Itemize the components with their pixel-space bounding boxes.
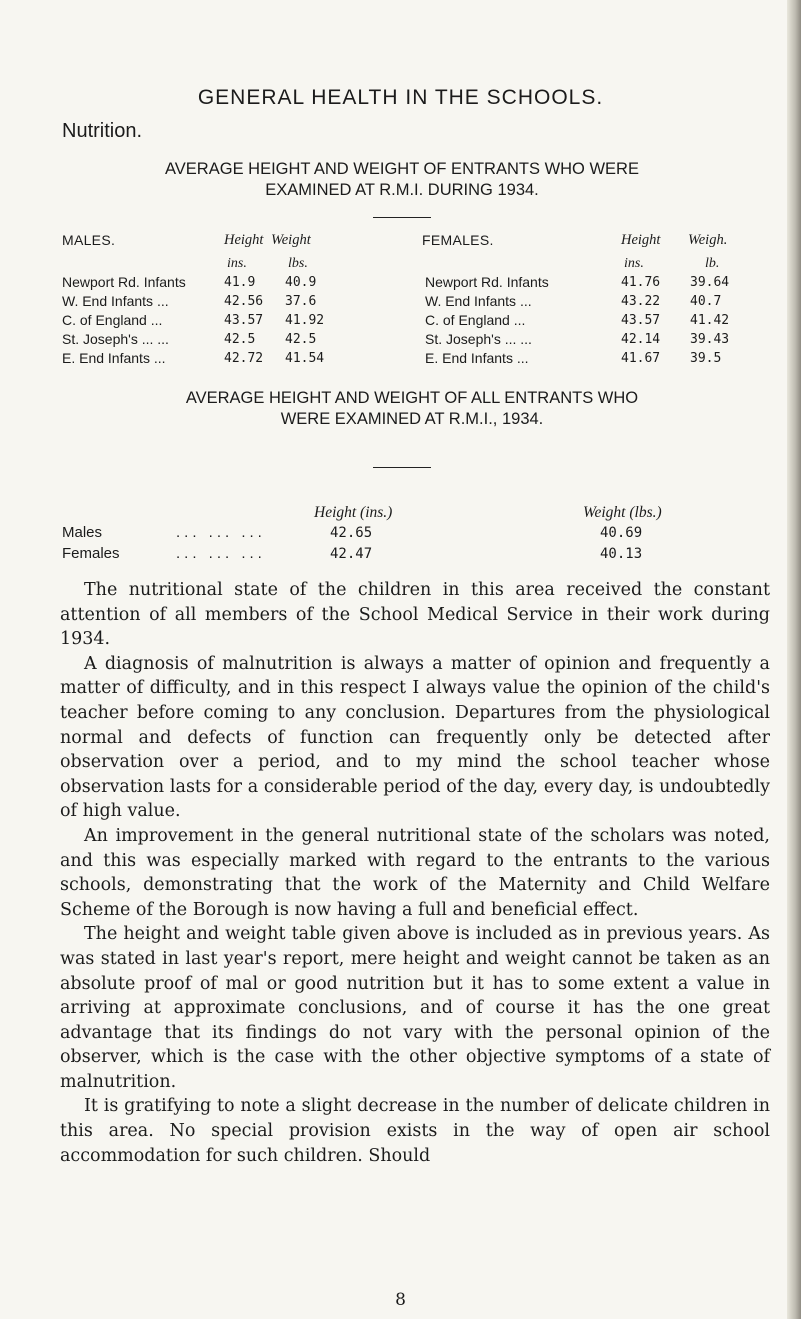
table-cell: 41.54	[285, 351, 325, 366]
table-cell: 42.65	[330, 525, 373, 541]
table-cell: 43.57	[224, 313, 264, 328]
page-title: GENERAL HEALTH IN THE SCHOOLS.	[197, 86, 604, 109]
table-cell: 42.14	[621, 332, 661, 347]
table-cell: 40.9	[285, 275, 317, 290]
table-row-label: St. Joseph's ... ...	[425, 331, 532, 347]
table1-heading-line1: AVERAGE HEIGHT AND WEIGHT OF ENTRANTS WHO WERE	[165, 160, 639, 178]
males-height-header: Height	[224, 232, 264, 248]
females-label: FEMALES.	[422, 232, 494, 248]
divider-rule	[373, 217, 431, 218]
males-height-unit: ins.	[227, 256, 247, 271]
table-row-label: St. Joseph's ... ...	[62, 331, 169, 347]
paragraph: The nutritional state of the children in this area received the constant attention of all members of the School Medical Service in their work during 1934.	[60, 580, 770, 650]
table-cell: 41.67	[621, 351, 661, 366]
table-row-label: Newport Rd. Infants	[62, 274, 186, 290]
divider-rule	[373, 467, 431, 468]
table-cell: 37.6	[285, 294, 317, 309]
table-cell: 39.64	[690, 275, 730, 290]
table-cell: 39.43	[690, 332, 730, 347]
table-cell: 41.42	[690, 313, 730, 328]
females-height-header: Height	[621, 232, 661, 248]
females-weight-header: Weigh.	[688, 232, 728, 248]
table-cell: 40.13	[600, 546, 643, 562]
table-row-label: Females	[62, 545, 120, 562]
females-weight-unit: lb.	[705, 256, 720, 271]
table-cell: 41.9	[224, 275, 256, 290]
paragraph: It is gratifying to note a slight decrease in the number of delicate children in this area. No special provision exists in the way of open air school accommodation for such children. Should	[60, 1096, 770, 1166]
table-row-label: W. End Infants ...	[62, 293, 169, 309]
table-cell: 42.56	[224, 294, 264, 309]
paragraph: The height and weight table given above is included as in previous years. As was stated in last year's report, mere height and weight cannot be taken as an absolute proof of mal or good nutrition but it has to some extent a value in arriving at approximate conclusions, and of course it has the one great advantage that its findings do not vary with the personal opinion of the observer, which is the case with the other objective symptoms of a state of malnutrition.	[60, 924, 770, 1092]
table-cell: 43.57	[621, 313, 661, 328]
page-edge-shadow	[787, 0, 801, 1319]
table-cell: 41.92	[285, 313, 325, 328]
table-cell: 41.76	[621, 275, 661, 290]
table-cell: 40.69	[600, 525, 643, 541]
table-row-label: Males	[62, 524, 103, 541]
page-number: 8	[395, 1290, 406, 1310]
body-text	[60, 578, 770, 1168]
males-weight-unit: lbs.	[288, 256, 308, 271]
table-row-label: W. End Infants ...	[425, 293, 532, 309]
table-row-label: C. of England ...	[62, 312, 163, 328]
table-row-label: E. End Infants ...	[62, 350, 166, 366]
table-cell: 39.5	[690, 351, 722, 366]
table2-height-header: Height (ins.)	[314, 504, 393, 521]
section-title: Nutrition.	[62, 120, 143, 142]
paragraph: An improvement in the general nutritional state of the scholars was noted, and this was especially marked with regard to the entrants to the various schools, demonstrating that the work of the Maternity and Child Welfare Scheme of the Borough is now having a full and beneficial effect.	[60, 825, 770, 920]
table1-heading-line2: EXAMINED AT R.M.I. DURING 1934.	[265, 181, 539, 199]
table-cell: 40.7	[690, 294, 722, 309]
table-row-label: C. of England ...	[425, 312, 526, 328]
table2-heading	[62, 388, 762, 430]
males-label: MALES.	[62, 232, 116, 248]
females-height-unit: ins.	[624, 256, 644, 271]
table2-heading-line1: AVERAGE HEIGHT AND WEIGHT OF ALL ENTRANTS WHO	[185, 389, 639, 407]
table-cell: 42.47	[330, 546, 373, 562]
males-weight-header: Weight	[271, 232, 311, 248]
paragraph: A diagnosis of malnutrition is always a matter of opinion and frequently a matter of difficulty, and in this respect I always value the opinion of the child's teacher before coming to any conclusion. Departures from the physiological normal and defects of function can frequently only be detected after observation over a period, and to my mind the school teacher whose observation lasts for a considerable period of the day, every day, is undoubtedly of high value.	[60, 653, 770, 822]
leader-dots: ... ... ...	[176, 545, 266, 562]
table-cell: 42.5	[224, 332, 256, 347]
table2-heading-line2: WERE EXAMINED AT R.M.I., 1934.	[280, 410, 544, 428]
table-row-label: Newport Rd. Infants	[425, 274, 549, 290]
table1-heading	[62, 159, 742, 201]
table2-weight-header: Weight (lbs.)	[583, 504, 662, 521]
table-cell: 42.72	[224, 351, 264, 366]
table-row-label: E. End Infants ...	[425, 350, 529, 366]
leader-dots: ... ... ...	[176, 524, 266, 541]
table-cell: 43.22	[621, 294, 661, 309]
table-cell: 42.5	[285, 332, 317, 347]
